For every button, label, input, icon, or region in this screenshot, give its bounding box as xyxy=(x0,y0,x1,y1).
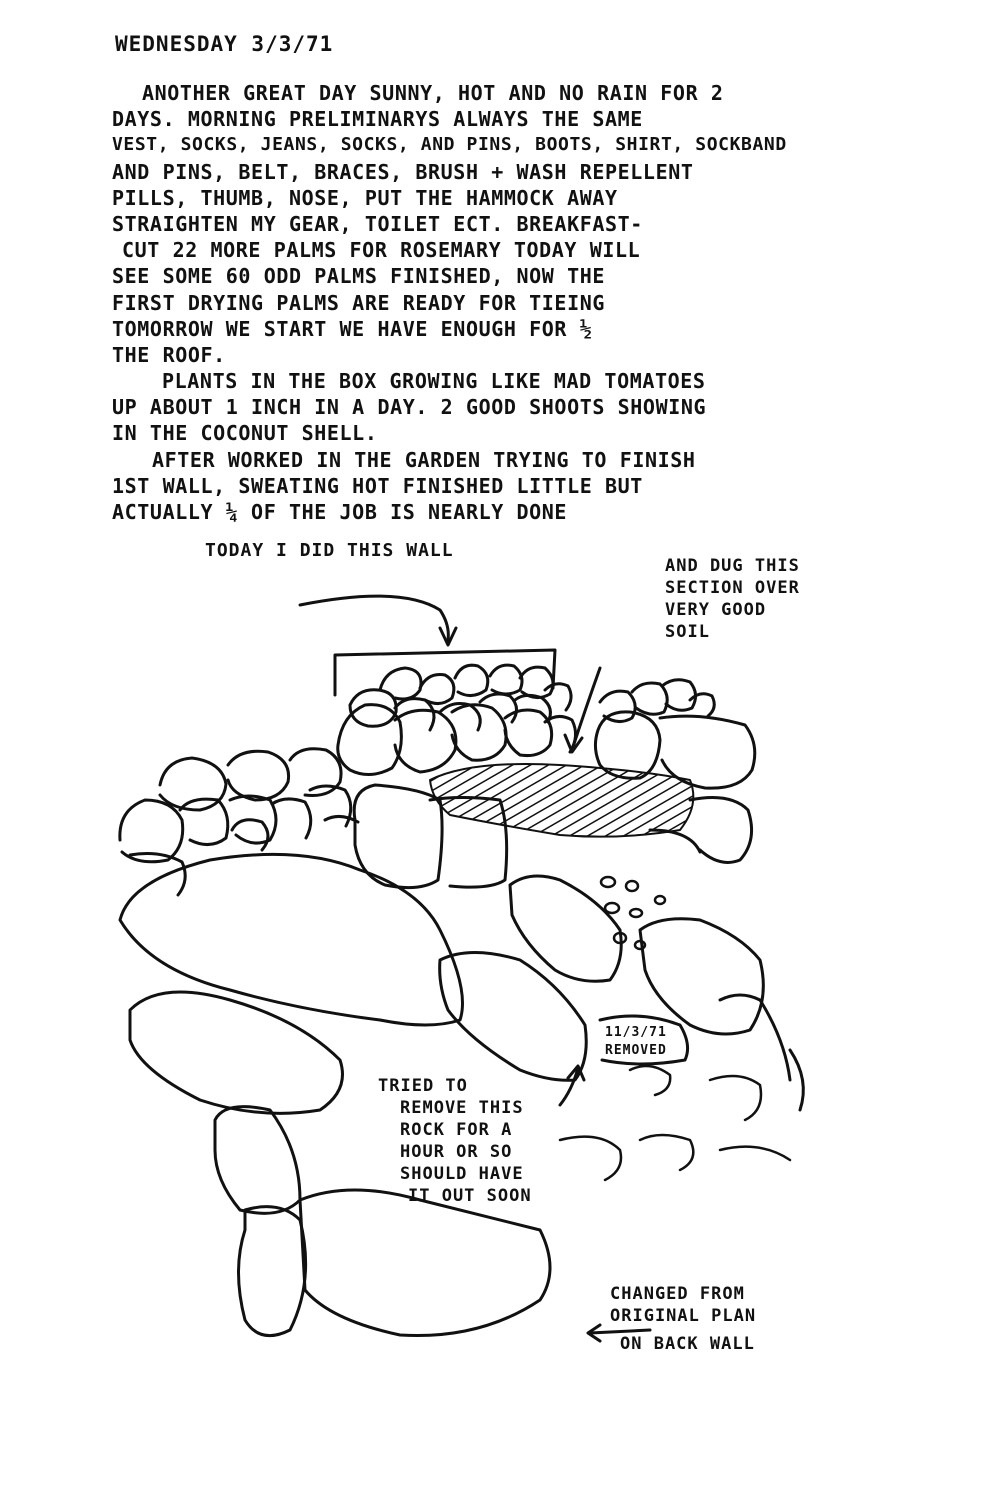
label-rock: TRIED TO REMOVE THIS ROCK FOR A HOUR OR SO SHOULD HAVE IT OUT SOON xyxy=(378,1076,532,1206)
arrow-rock xyxy=(560,1068,578,1105)
journal-text xyxy=(112,80,852,525)
journal-line: ANOTHER GREAT DAY SUNNY, HOT AND NO RAIN FOR 2 xyxy=(142,81,724,105)
label-dug-section: AND DUG THIS SECTION OVER VERY GOOD SOIL xyxy=(665,556,800,642)
label-today-wall: TODAY I DID THIS WALL xyxy=(205,540,454,561)
journal-line: THE ROOF. xyxy=(112,342,226,367)
pebbles xyxy=(560,877,790,1180)
arrow-wall xyxy=(300,596,448,640)
dug-section xyxy=(430,764,693,837)
garden-wall-sketch xyxy=(0,520,1000,1400)
journal-line: ACTUALLY ¼ OF THE JOB IS NEARLY DONE xyxy=(112,500,568,524)
left-wall-rocks xyxy=(120,749,358,895)
entry-date: WEDNESDAY 3/3/71 xyxy=(115,32,334,56)
journal-line: TOMORROW WE START WE HAVE ENOUGH FOR ½ xyxy=(112,316,593,341)
label-removed: 11/3/71 REMOVED xyxy=(605,1025,667,1058)
top-wall-rocks xyxy=(338,665,576,774)
journal-line: FIRST DRYING PALMS ARE READY FOR TIEING xyxy=(112,290,605,315)
journal-line: AFTER WORKED IN THE GARDEN TRYING TO FINISH xyxy=(152,447,696,472)
journal-line: DAYS. MORNING PRELIMINARYS ALWAYS THE SAME xyxy=(112,107,643,132)
journal-line: PILLS, THUMB, NOSE, PUT THE HAMMOCK AWAY xyxy=(112,185,618,210)
journal-line: STRAIGHTEN MY GEAR, TOILET ECT. BREAKFAST- xyxy=(112,211,643,236)
journal-line: 1ST WALL, SWEATING HOT FINISHED LITTLE BUT xyxy=(112,473,643,498)
journal-line: IN THE COCONUT SHELL. xyxy=(112,421,378,446)
journal-line: UP ABOUT 1 INCH IN A DAY. 2 GOOD SHOOTS SHOWING xyxy=(112,395,707,420)
journal-line: VEST, SOCKS, JEANS, SOCKS, AND PINS, BOOTS, SHIRT, SOCKBAND xyxy=(112,134,787,156)
journal-line: CUT 22 MORE PALMS FOR ROSEMARY TODAY WILL xyxy=(122,238,641,263)
journal-line: PLANTS IN THE BOX GROWING LIKE MAD TOMATOES xyxy=(162,369,706,394)
label-changed-plan: CHANGED FROM ORIGINAL PLAN ON BACK WALL xyxy=(610,1284,757,1354)
journal-line: SEE SOME 60 ODD PALMS FINISHED, NOW THE xyxy=(112,264,605,289)
journal-line: AND PINS, BELT, BRACES, BRUSH + WASH REPELLENT xyxy=(112,159,694,184)
